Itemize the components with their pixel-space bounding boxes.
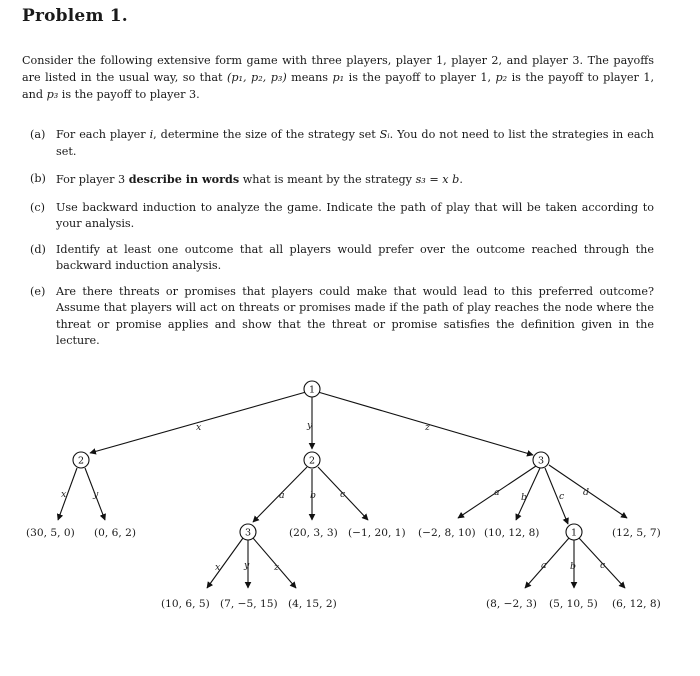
action-p1-a: a xyxy=(541,560,547,571)
payoff-leaf: (4, 15, 2) xyxy=(288,598,337,610)
svg-text:1: 1 xyxy=(308,384,316,396)
edge-right-c xyxy=(545,468,568,524)
action-root-z: z xyxy=(425,422,430,433)
payoff-leaf: (12, 5, 7) xyxy=(612,527,661,539)
svg-text:3: 3 xyxy=(244,527,252,539)
action-right-a: a xyxy=(494,487,500,498)
payoff-leaf: (5, 10, 5) xyxy=(549,598,598,610)
action-left-x: x xyxy=(61,489,67,500)
action-p3mid-x: x xyxy=(215,562,221,573)
svg-text:2: 2 xyxy=(308,455,316,467)
payoff-leaf: (6, 12, 8) xyxy=(612,598,661,610)
payoff-leaf: (10, 12, 8) xyxy=(484,527,540,539)
payoff-leaf: (8, −2, 3) xyxy=(486,598,537,610)
edge-p1-a xyxy=(525,538,569,588)
payoff-leaf: (0, 6, 2) xyxy=(94,527,136,539)
problem-intro: Consider the following extensive form game with three players, player 1, player 2, and player 3. The payoffs are listed in the usual way, so that (p₁, p₂, p₃) means p₁ is the payoff to player 1, p₂ is the payoff to player 1, and p₃ is the payoff to player 3. xyxy=(22,54,654,101)
payoff-leaf: (10, 6, 5) xyxy=(161,598,210,610)
svg-text:2: 2 xyxy=(77,455,85,467)
part-d: (d) Identify at least one outcome that all players would prefer over the outcome reached through the backward induction analysis. xyxy=(30,242,654,272)
action-p3mid-y: y xyxy=(244,560,250,571)
problem-title: Problem 1. xyxy=(22,6,128,26)
node-left-p2 xyxy=(73,452,89,468)
node-right-p3 xyxy=(533,452,549,468)
action-right-c: c xyxy=(559,491,565,502)
payoff-leaf: (−2, 8, 10) xyxy=(418,527,476,539)
part-c: (c) Use backward induction to analyze the game. Indicate the path of play that will be taken according to your analysis. xyxy=(30,200,654,230)
node-right-p1 xyxy=(566,524,582,540)
action-root-x: x xyxy=(196,422,202,433)
node-mid-p3 xyxy=(240,524,256,540)
action-mid-a: a xyxy=(279,490,285,501)
svg-text:1: 1 xyxy=(570,527,578,539)
edge-p3mid-x xyxy=(207,538,243,588)
payoff-leaf: (7, −5, 15) xyxy=(220,598,278,610)
action-p3mid-z: z xyxy=(274,562,279,573)
payoff-leaf: (30, 5, 0) xyxy=(26,527,75,539)
part-e: (e) Are there threats or promises that players could make that would lead to this preferred outcome? Assume that players will act on threats or promises made if the path of play reaches the node where the threat or promise applies and show that the threat or promise satisfies the definition given in the lecture. xyxy=(30,284,654,347)
payoff-leaf: (−1, 20, 1) xyxy=(348,527,406,539)
action-right-b: b xyxy=(521,492,528,503)
action-root-y: y xyxy=(307,420,313,431)
payoff-leaf: (20, 3, 3) xyxy=(289,527,338,539)
action-mid-c: c xyxy=(340,489,346,500)
action-p1-b: b xyxy=(570,561,577,572)
part-a: (a) For each player i, determine the size of the strategy set Sᵢ. You do not need to list the strategies in each set. xyxy=(30,128,654,158)
svg-text:3: 3 xyxy=(537,455,545,467)
edge-right-b xyxy=(516,468,540,520)
action-mid-b: b xyxy=(310,490,317,501)
part-b: (b) For player 3 describe in words what is meant by the strategy s₃ = x b. xyxy=(30,172,463,186)
action-p1-c: c xyxy=(600,560,606,571)
node-mid-p2 xyxy=(304,452,320,468)
node-root xyxy=(304,381,320,397)
action-right-d: d xyxy=(583,487,590,498)
action-left-y: y xyxy=(93,489,99,500)
